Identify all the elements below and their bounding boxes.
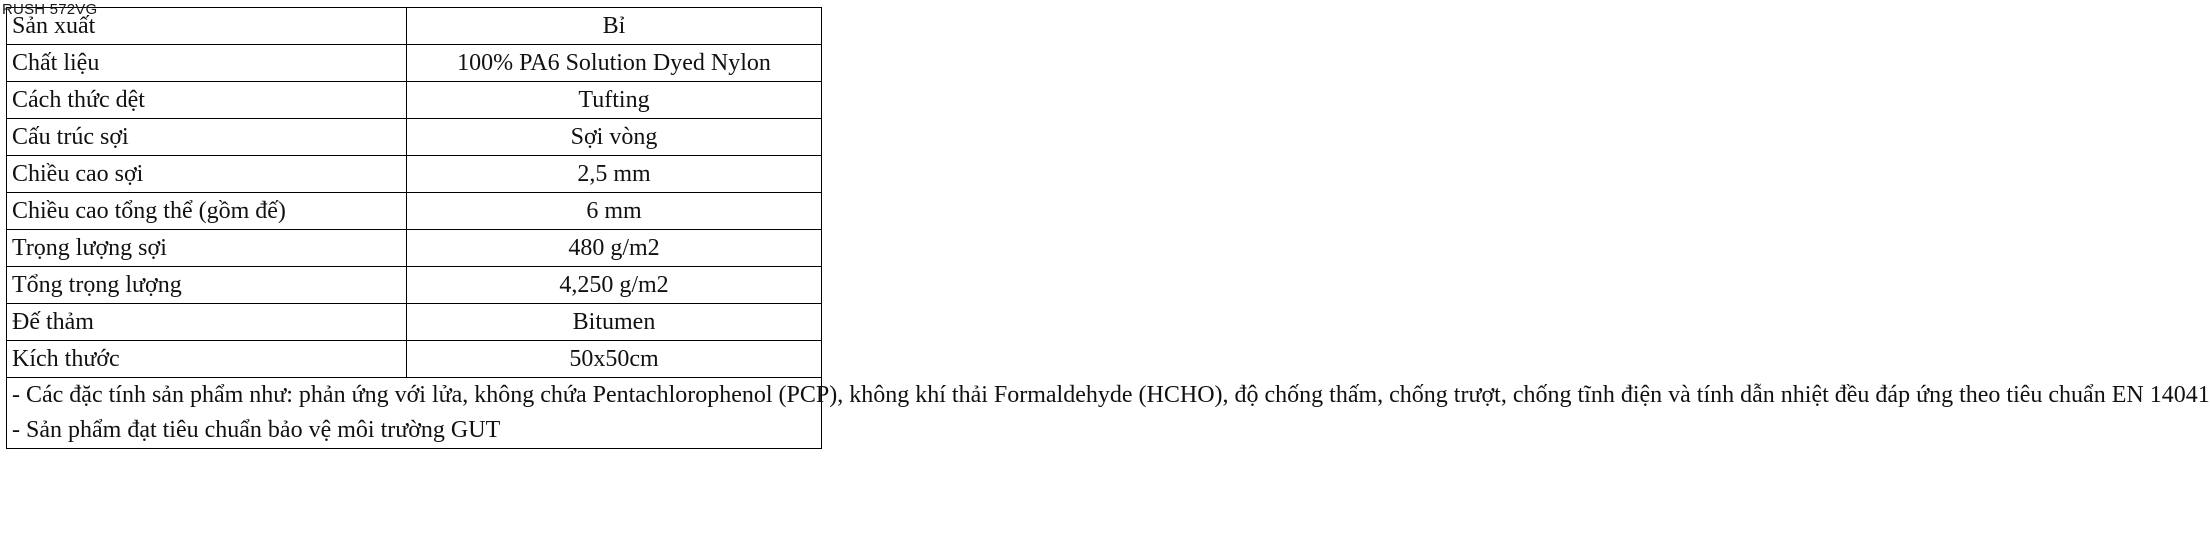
- row-value-pile-weight: 480 g/m2: [407, 230, 822, 267]
- row-value-yarn-structure: Sợi vòng: [407, 119, 822, 156]
- row-value-origin: Bỉ: [407, 8, 822, 45]
- row-value-pile-height: 2,5 mm: [407, 156, 822, 193]
- row-label-pile-height: Chiều cao sợi: [7, 156, 407, 193]
- row-label-size: Kích thước: [7, 341, 407, 378]
- row-label-total-height: Chiều cao tổng thể (gồm đế): [7, 193, 407, 230]
- row-value-backing: Bitumen: [407, 304, 822, 341]
- product-code-label: RUSH 572VG: [2, 1, 98, 18]
- row-value-material: 100% PA6 Solution Dyed Nylon: [407, 45, 822, 82]
- note-properties: - Các đặc tính sản phẩm như: phản ứng với lửa, không chứa Pentachlorophenol (PCP), không khí thải Formaldehyde (HCHO), độ chống thấm, chống trượt, chống tĩnh điện và tính dẫn nhiệt đều đáp ứng theo tiêu chuẩn EN 14041: [12, 382, 2210, 408]
- table-row: [7, 230, 822, 267]
- table-row: [7, 304, 822, 341]
- table-row: [7, 119, 822, 156]
- row-label-pile-weight: Trọng lượng sợi: [7, 230, 407, 267]
- table-row: [7, 45, 822, 82]
- table-row: [7, 82, 822, 119]
- row-label-weave-method: Cách thức dệt: [7, 82, 407, 119]
- notes-row: [7, 378, 822, 449]
- table-row: [7, 341, 822, 378]
- row-label-total-weight: Tổng trọng lượng: [7, 267, 407, 304]
- row-label-origin: Sản xuất: [7, 8, 407, 45]
- row-value-weave-method: Tufting: [407, 82, 822, 119]
- row-label-yarn-structure: Cấu trúc sợi: [7, 119, 407, 156]
- table-row: [7, 267, 822, 304]
- row-label-material: Chất liệu: [7, 45, 407, 82]
- row-value-size: 50x50cm: [407, 341, 822, 378]
- notes-cell: [7, 378, 2210, 449]
- row-label-backing: Đế thảm: [7, 304, 407, 341]
- note-environment-standard: - Sản phẩm đạt tiêu chuẩn bảo vệ môi trường GUT: [12, 417, 501, 443]
- table-row: [7, 193, 822, 230]
- table-row: [7, 156, 822, 193]
- row-value-total-weight: 4,250 g/m2: [407, 267, 822, 304]
- spec-table: [6, 7, 2210, 449]
- row-value-total-height: 6 mm: [407, 193, 822, 230]
- table-row: [7, 8, 822, 45]
